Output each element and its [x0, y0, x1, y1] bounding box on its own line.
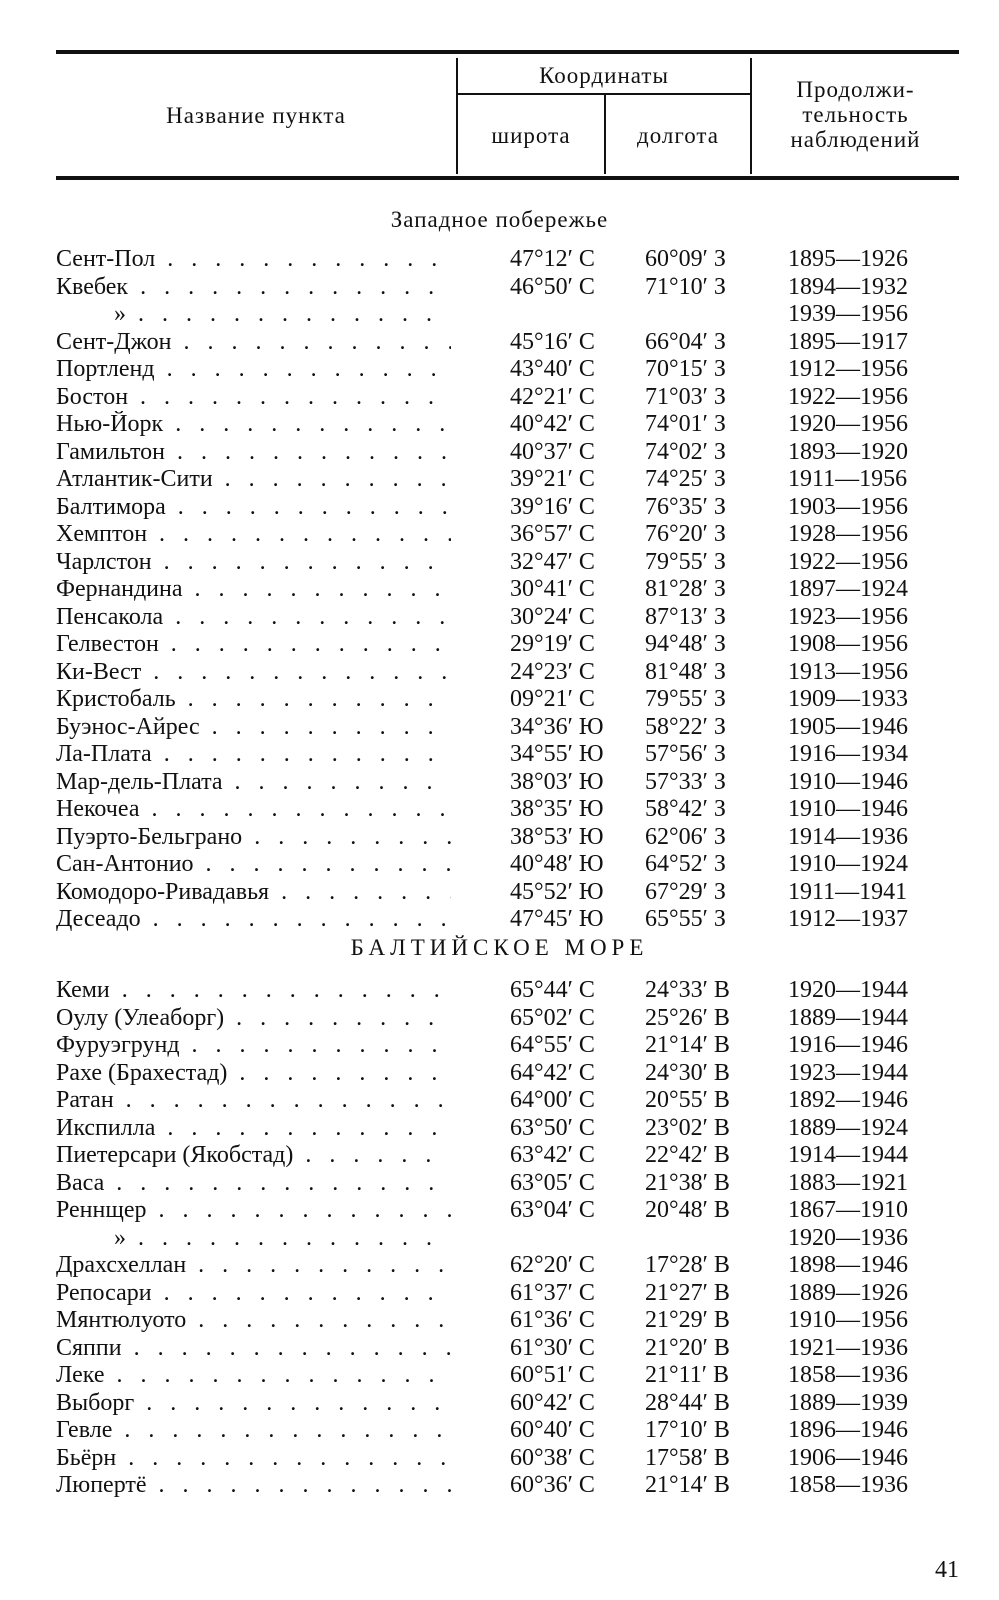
latitude: 60°42′ С	[510, 1389, 595, 1416]
station-name: Некочеа . . .	[56, 796, 451, 824]
longitude: 17°10′ В	[645, 1417, 730, 1443]
table-row	[0, 274, 999, 302]
latitude: 60°51′ С	[510, 1362, 595, 1388]
latitude: 60°38′ С	[510, 1444, 595, 1471]
table-row	[0, 466, 999, 494]
table-row	[0, 1032, 999, 1060]
observation-period: 1903—1956	[788, 493, 908, 520]
observation-period: 1928—1956	[788, 521, 908, 547]
page-number: 41	[935, 1557, 959, 1583]
table-row	[0, 1252, 999, 1280]
station-name: Квебек . . .	[56, 274, 451, 302]
longitude: 17°58′ В	[645, 1444, 730, 1471]
observation-period: 1922—1956	[788, 383, 908, 410]
table-row	[0, 741, 999, 769]
table-row	[0, 494, 999, 522]
station-name: Хемптон . . .	[56, 521, 451, 549]
latitude: 60°40′ С	[510, 1417, 595, 1443]
observation-period: 1913—1956	[788, 658, 908, 685]
table-row	[0, 1115, 999, 1143]
longitude: 76°20′ З	[645, 521, 726, 547]
longitude: 21°14′ В	[645, 1472, 730, 1498]
observation-period: 1914—1944	[788, 1142, 908, 1168]
longitude: 65°55′ З	[645, 906, 726, 932]
latitude: 39°16′ С	[510, 493, 595, 520]
longitude: 21°14′ В	[645, 1032, 730, 1058]
longitude: 21°11′ В	[645, 1362, 729, 1388]
header-name-column: Название пункта	[166, 103, 346, 128]
observation-period: 1889—1944	[788, 1004, 908, 1031]
latitude: 09°21′ С	[510, 686, 595, 712]
table-row	[0, 301, 999, 329]
observation-period: 1916—1946	[788, 1032, 908, 1058]
observation-period: 1923—1944	[788, 1059, 908, 1086]
latitude: 47°45′ Ю	[510, 906, 604, 932]
table-row	[0, 411, 999, 439]
latitude: 29°19′ С	[510, 631, 595, 657]
section-rows	[0, 246, 999, 934]
station-name: Ратан . . .	[56, 1087, 451, 1115]
table-row	[0, 1170, 999, 1198]
table-row	[0, 1087, 999, 1115]
station-name: Фуруэгрунд . . .	[56, 1032, 451, 1060]
station-name: Пиетерсари (Якобстад) . . .	[56, 1142, 451, 1170]
table-header-bottom-rule	[56, 176, 959, 180]
table-row	[0, 1335, 999, 1363]
latitude: 64°00′ С	[510, 1087, 595, 1113]
longitude: 64°52′ З	[645, 851, 726, 877]
longitude: 21°29′ В	[645, 1307, 730, 1333]
latitude: 34°36′ Ю	[510, 713, 604, 740]
table-row	[0, 769, 999, 797]
station-name: Мянтюлуото . . .	[56, 1307, 451, 1335]
table-row	[0, 384, 999, 412]
station-name: Гелвестон . . .	[56, 631, 451, 659]
longitude: 79°55′ З	[645, 686, 726, 712]
observation-period: 1894—1932	[788, 273, 908, 300]
station-name: Бостон . . .	[56, 384, 451, 412]
observation-period: 1939—1956	[788, 301, 908, 327]
longitude: 71°03′ З	[645, 383, 726, 410]
latitude: 61°36′ С	[510, 1307, 595, 1333]
latitude: 46°50′ С	[510, 273, 595, 300]
table-row	[0, 329, 999, 357]
table-row	[0, 714, 999, 742]
station-name: Бьёрн . . .	[56, 1445, 451, 1473]
longitude: 81°48′ З	[645, 658, 726, 685]
latitude: 38°35′ Ю	[510, 796, 604, 822]
observation-period: 1896—1946	[788, 1417, 908, 1443]
observation-period: 1867—1910	[788, 1197, 908, 1223]
table-row	[0, 977, 999, 1005]
longitude: 67°29′ З	[645, 878, 726, 905]
table-row	[0, 576, 999, 604]
latitude: 63°05′ С	[510, 1169, 595, 1196]
latitude: 63°42′ С	[510, 1142, 595, 1168]
observation-period: 1909—1933	[788, 686, 908, 712]
longitude: 79°55′ З	[645, 548, 726, 575]
header-latitude: широта	[491, 123, 571, 148]
table-row	[0, 851, 999, 879]
observation-period: 1895—1917	[788, 328, 908, 355]
station-name: Пенсакола . . .	[56, 604, 451, 632]
latitude: 60°36′ С	[510, 1472, 595, 1498]
station-name: Комодоро-Ривадавья . . .	[56, 879, 451, 907]
latitude: 30°24′ С	[510, 603, 595, 630]
station-name: Портленд . . .	[56, 356, 451, 384]
latitude: 45°16′ С	[510, 328, 595, 355]
station-name: Оулу (Улеаборг) . . .	[56, 1005, 451, 1033]
station-name: Десеадо . . .	[56, 906, 451, 934]
observation-period: 1911—1941	[788, 878, 908, 905]
longitude: 20°48′ В	[645, 1197, 730, 1223]
longitude: 76°35′ З	[645, 493, 726, 520]
latitude: 45°52′ Ю	[510, 878, 604, 905]
latitude: 64°55′ С	[510, 1032, 595, 1058]
latitude: 40°37′ С	[510, 438, 595, 465]
observation-period: 1897—1924	[788, 576, 908, 602]
station-name: Ла-Плата . . .	[56, 741, 451, 769]
longitude: 24°33′ В	[645, 977, 730, 1003]
latitude: 42°21′ С	[510, 383, 595, 410]
table-row	[0, 824, 999, 852]
latitude: 62°20′ С	[510, 1252, 595, 1278]
observation-period: 1883—1921	[788, 1169, 908, 1196]
latitude: 61°37′ С	[510, 1279, 595, 1306]
observation-period: 1906—1946	[788, 1444, 908, 1471]
observation-period: 1910—1924	[788, 851, 908, 877]
longitude: 74°02′ З	[645, 438, 726, 465]
latitude: 39°21′ С	[510, 466, 595, 492]
latitude: 38°53′ Ю	[510, 823, 604, 850]
observation-period: 1910—1956	[788, 1307, 908, 1333]
station-name: Выборг . . .	[56, 1390, 451, 1418]
latitude: 63°50′ С	[510, 1114, 595, 1141]
latitude: 61°30′ С	[510, 1334, 595, 1361]
station-name: Чарлстон . . .	[56, 549, 451, 577]
station-name: Кристобаль . . .	[56, 686, 451, 714]
latitude: 38°03′ Ю	[510, 768, 604, 795]
station-name: Ки-Вест . . .	[56, 659, 451, 687]
latitude: 64°42′ С	[510, 1059, 595, 1086]
section-rows	[0, 977, 999, 1500]
table-row	[0, 439, 999, 467]
observation-period: 1905—1946	[788, 713, 908, 740]
longitude: 57°56′ З	[645, 741, 726, 767]
longitude: 24°30′ В	[645, 1059, 730, 1086]
latitude: 43°40′ С	[510, 356, 595, 382]
latitude: 65°44′ С	[510, 977, 595, 1003]
observation-period: 1858—1936	[788, 1472, 908, 1498]
latitude: 24°23′ С	[510, 658, 595, 685]
station-name: Гевле . . .	[56, 1417, 451, 1445]
latitude: 40°48′ Ю	[510, 851, 604, 877]
table-row	[0, 521, 999, 549]
longitude: 70°15′ З	[645, 356, 726, 382]
observation-period: 1922—1956	[788, 548, 908, 575]
station-name: » . . .	[56, 1225, 451, 1253]
station-name: Сент-Джон . . .	[56, 329, 451, 357]
station-name: Рахе (Брахестад) . . .	[56, 1060, 451, 1088]
section-title: БАЛТИЙСКОЕ МОРЕ	[350, 935, 649, 960]
station-name: Нью-Йорк . . .	[56, 411, 451, 439]
latitude: 34°55′ Ю	[510, 741, 604, 767]
station-name: Сан-Антонио . . .	[56, 851, 451, 879]
observation-period: 1920—1956	[788, 411, 908, 437]
observation-period: 1911—1956	[788, 466, 908, 492]
longitude: 62°06′ З	[645, 823, 726, 850]
observation-period: 1858—1936	[788, 1362, 908, 1388]
table-row	[0, 631, 999, 659]
station-name: Леке . . .	[56, 1362, 451, 1390]
station-name: Кеми . . .	[56, 977, 451, 1005]
longitude: 23°02′ В	[645, 1114, 730, 1141]
longitude: 87°13′ З	[645, 603, 726, 630]
table-top-rule	[56, 50, 959, 54]
table-row	[0, 796, 999, 824]
station-name: Драхсхеллан . . .	[56, 1252, 451, 1280]
latitude: 36°57′ С	[510, 521, 595, 547]
observation-period: 1916—1934	[788, 741, 908, 767]
table-row	[0, 1142, 999, 1170]
longitude: 58°42′ З	[645, 796, 726, 822]
table-row	[0, 1445, 999, 1473]
longitude: 74°25′ З	[645, 466, 726, 492]
table-row	[0, 1472, 999, 1500]
observation-period: 1912—1956	[788, 356, 908, 382]
station-name: » . . .	[56, 301, 451, 329]
observation-period: 1920—1944	[788, 977, 908, 1003]
section-title: Западное побережье	[390, 207, 609, 232]
observation-period: 1889—1926	[788, 1279, 908, 1306]
latitude: 30°41′ С	[510, 576, 595, 602]
observation-period: 1893—1920	[788, 438, 908, 465]
header-duration-line-2: тельность	[802, 102, 909, 127]
observation-period: 1910—1946	[788, 796, 908, 822]
longitude: 20°55′ В	[645, 1087, 730, 1113]
table-row	[0, 659, 999, 687]
table-row	[0, 1197, 999, 1225]
observation-period: 1892—1946	[788, 1087, 908, 1113]
station-name: Пуэрто-Бельграно . . .	[56, 824, 451, 852]
observation-period: 1920—1936	[788, 1224, 908, 1251]
station-name: Атлантик-Сити . . .	[56, 466, 451, 494]
station-name: Гамильтон . . .	[56, 439, 451, 467]
table-row	[0, 1005, 999, 1033]
table-row	[0, 1362, 999, 1390]
longitude: 57°33′ З	[645, 768, 726, 795]
station-name: Люпертё . . .	[56, 1472, 451, 1500]
observation-period: 1908—1956	[788, 631, 908, 657]
table-row	[0, 246, 999, 274]
longitude: 94°48′ З	[645, 631, 726, 657]
longitude: 17°28′ В	[645, 1252, 730, 1278]
observation-period: 1898—1946	[788, 1252, 908, 1278]
longitude: 81°28′ З	[645, 576, 726, 602]
table-row	[0, 549, 999, 577]
station-name: Сяппи . . .	[56, 1335, 451, 1363]
table-row	[0, 1280, 999, 1308]
observation-period: 1910—1946	[788, 768, 908, 795]
observation-period: 1889—1939	[788, 1389, 908, 1416]
longitude: 74°01′ З	[645, 411, 726, 437]
longitude: 66°04′ З	[645, 328, 726, 355]
longitude: 71°10′ З	[645, 273, 726, 300]
table-row	[0, 356, 999, 384]
observation-period: 1912—1937	[788, 906, 908, 932]
station-name: Буэнос-Айрес . . .	[56, 714, 451, 742]
station-name: Мар-дель-Плата . . .	[56, 769, 451, 797]
latitude: 32°47′ С	[510, 548, 595, 575]
observation-period: 1921—1936	[788, 1334, 908, 1361]
latitude: 47°12′ С	[510, 246, 595, 272]
header-duration-line-3: наблюдений	[790, 127, 921, 152]
longitude: 58°22′ З	[645, 713, 726, 740]
latitude: 65°02′ С	[510, 1004, 595, 1031]
longitude: 60°09′ З	[645, 246, 726, 272]
table-row	[0, 906, 999, 934]
station-name: Икспилла . . .	[56, 1115, 451, 1143]
latitude: 63°04′ С	[510, 1197, 595, 1223]
table-row	[0, 686, 999, 714]
station-name: Фернандина . . .	[56, 576, 451, 604]
table-row	[0, 604, 999, 632]
longitude: 28°44′ В	[645, 1389, 730, 1416]
header-duration-line-1: Продолжи-	[796, 77, 915, 102]
station-name: Сент-Пол . . .	[56, 246, 451, 274]
station-name: Реннщер . . .	[56, 1197, 451, 1225]
station-name: Репосари . . .	[56, 1280, 451, 1308]
longitude: 21°20′ В	[645, 1334, 730, 1361]
observation-period: 1914—1936	[788, 823, 908, 850]
longitude: 25°26′ В	[645, 1004, 730, 1031]
table-row	[0, 1225, 999, 1253]
station-name: Балтимора . . .	[56, 494, 451, 522]
header-longitude: долгота	[637, 123, 719, 148]
table-row	[0, 1060, 999, 1088]
observation-period: 1895—1926	[788, 246, 908, 272]
station-name: Васа . . .	[56, 1170, 451, 1198]
longitude: 21°27′ В	[645, 1279, 730, 1306]
observation-period: 1923—1956	[788, 603, 908, 630]
table-row	[0, 1307, 999, 1335]
observation-period: 1889—1924	[788, 1114, 908, 1141]
table-row	[0, 1417, 999, 1445]
latitude: 40°42′ С	[510, 411, 595, 437]
header-coordinates: Координаты	[539, 63, 669, 88]
longitude: 21°38′ В	[645, 1169, 730, 1196]
longitude: 22°42′ В	[645, 1142, 730, 1168]
table-row	[0, 1390, 999, 1418]
table-row	[0, 879, 999, 907]
